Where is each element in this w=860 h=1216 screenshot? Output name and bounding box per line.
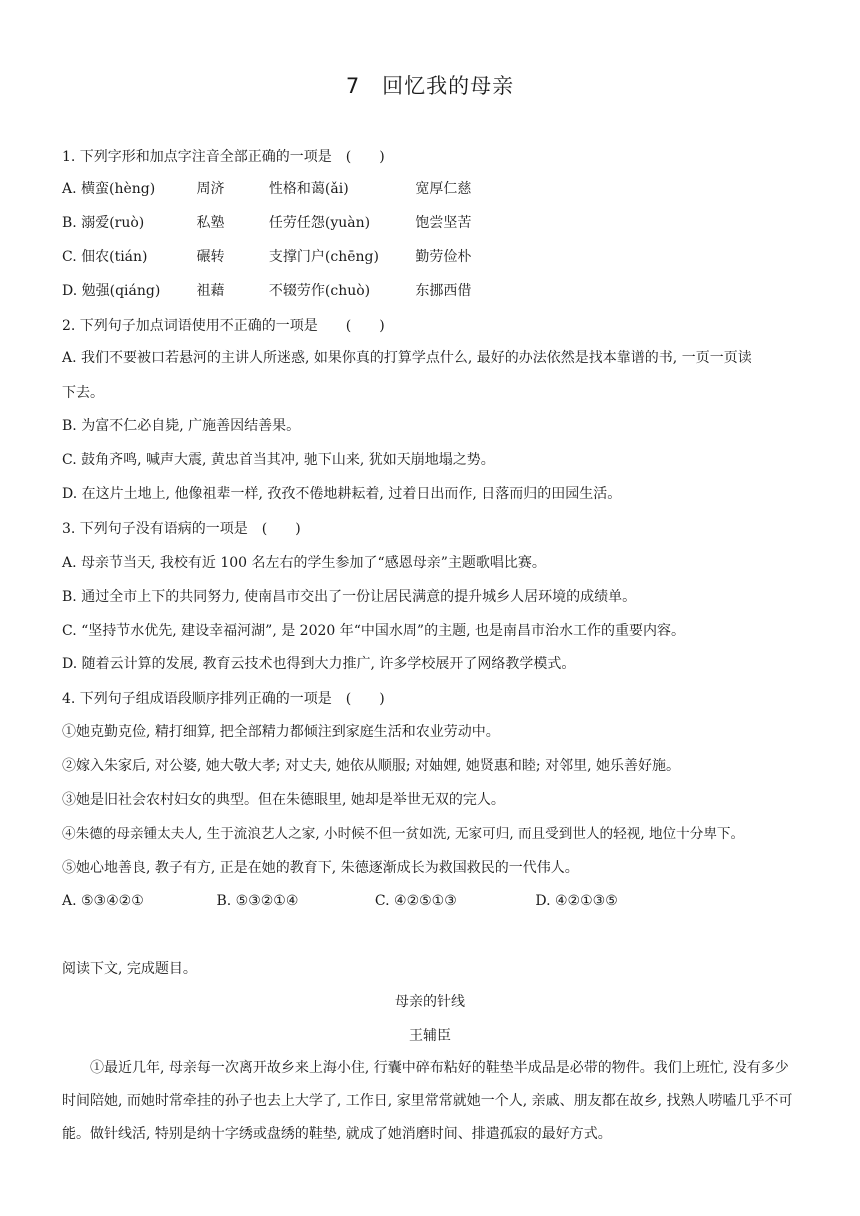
q1-d-col1: D. 勉强(qiáng) bbox=[62, 283, 161, 299]
q1-a-col1: A. 横蛮(hèng) bbox=[62, 181, 156, 197]
q4-sentence-1: ①她克勤克俭, 精打细算, 把全部精力都倾注到家庭生活和农业劳动中。 bbox=[62, 724, 500, 740]
q2-option-a: A. 我们不要被口若悬河的主讲人所迷惑, 如果你真的打算学点什么, 最好的办法依然是找本靠谱的书, 一页一页读 bbox=[62, 350, 752, 366]
q1-d-col3: 不辍劳作(chuò) bbox=[268, 283, 371, 299]
q1-c-col2: 碾转 bbox=[196, 249, 225, 265]
q4-choice-b: B. ⑤③②①④ bbox=[216, 893, 299, 909]
q4-sentence-3: ③她是旧社会农村妇女的典型。但在朱德眼里, 她却是举世无双的完人。 bbox=[62, 792, 505, 808]
q2-option-c: C. 鼓角齐鸣, 喊声大震, 黄忠首当其冲, 驰下山来, 犹如天崩地塌之势。 bbox=[62, 452, 495, 468]
q1-b-col4: 饱尝坚苦 bbox=[415, 215, 472, 231]
q2-option-d: D. 在这片土地上, 他像祖辈一样, 孜孜不倦地耕耘着, 过着日出而作, 日落而归的田园生活。 bbox=[62, 486, 622, 502]
reading-intro: 阅读下文, 完成题目。 bbox=[62, 961, 197, 977]
q4-choice-c: C. ④②⑤①③ bbox=[374, 893, 457, 909]
q1-c-col3: 支撑门户(chēng) bbox=[268, 249, 379, 265]
q1-a-col4: 宽厚仁慈 bbox=[415, 181, 472, 197]
q4-sentence-5: ⑤她心地善良, 教子有方, 正是在她的教育下, 朱德逐渐成长为救国救民的一代伟人。 bbox=[62, 860, 579, 876]
q1-a-col3: 性格和蔼(ǎi) bbox=[268, 181, 349, 197]
q4-choices bbox=[62, 891, 618, 911]
page-title: 7 回忆我的母亲 bbox=[345, 74, 515, 98]
reading-paragraph-1: ①最近几年, 母亲每一次离开故乡来上海小住, 行囊中碎布粘好的鞋垫半成品是必带的物件。我们上班忙, 没有多少时间陪她, 而她时常牵挂的孙子也去上大学了, 工作日, 家里常常就她一个人, 亲戚、朋友都在故乡, 找熟人唠嗑几乎不可能。做针线活, 特别是纳十字绣或盘绣的鞋垫, 就成了她消磨时间、排遣孤寂的最好方式。 bbox=[62, 1060, 793, 1142]
q1-c-col4: 勤劳俭朴 bbox=[415, 249, 472, 265]
question-4-stem: 4. 下列句子组成语段顺序排列正确的一项是 ( ) bbox=[62, 691, 385, 707]
question-1-stem: 1. 下列字形和加点字注音全部正确的一项是 ( ) bbox=[62, 149, 385, 165]
q3-option-a: A. 母亲节当天, 我校有近 100 名左右的学生参加了“感恩母亲”主题歌唱比赛。 bbox=[62, 555, 546, 571]
q1-option-c bbox=[62, 247, 471, 267]
q1-b-col1: B. 溺爱(ruò) bbox=[62, 215, 145, 231]
q1-b-col2: 私塾 bbox=[196, 215, 225, 231]
q3-option-b: B. 通过全市上下的共同努力, 使南昌市交出了一份让居民满意的提升城乡人居环境的成绩单。 bbox=[62, 589, 637, 605]
q4-choice-a: A. ⑤③④②① bbox=[62, 893, 144, 909]
reading-author: 王辅臣 bbox=[409, 1028, 451, 1044]
q1-d-col4: 东挪西借 bbox=[415, 283, 472, 299]
question-3-stem: 3. 下列句子没有语病的一项是 ( ) bbox=[62, 521, 301, 537]
q1-d-col2: 祖藉 bbox=[196, 283, 225, 299]
q3-option-d: D. 随着云计算的发展, 教育云技术也得到大力推广, 许多学校展开了网络教学模式。 bbox=[62, 656, 576, 672]
q1-a-col2: 周济 bbox=[196, 181, 225, 197]
q2-option-b: B. 为富不仁必自毙, 广施善因结善果。 bbox=[62, 418, 301, 434]
q2-option-a-cont: 下去。 bbox=[62, 385, 104, 401]
q3-option-c: C. “坚持节水优先, 建设幸福河湖”, 是 2020 年“中国水周”的主题, 也是南昌市治水工作的重要内容。 bbox=[62, 623, 685, 639]
q4-sentence-4: ④朱德的母亲锺太夫人, 生于流浪艺人之家, 小时候不但一贫如洗, 无家可归, 而且受到世人的轻视, 地位十分卑下。 bbox=[62, 826, 745, 842]
q1-option-d bbox=[62, 281, 471, 301]
q1-option-a bbox=[62, 179, 471, 199]
question-2-stem: 2. 下列句子加点词语使用不正确的一项是 ( ) bbox=[62, 318, 385, 334]
q1-b-col3: 任劳任怨(yuàn) bbox=[268, 215, 371, 231]
q1-option-b bbox=[62, 213, 471, 233]
q1-c-col1: C. 佃农(tián) bbox=[62, 249, 148, 265]
reading-title: 母亲的针线 bbox=[395, 994, 465, 1010]
q4-sentence-2: ②嫁入朱家后, 对公婆, 她大敬大孝; 对丈夫, 她依从顺服; 对妯娌, 她贤惠和睦; 对邻里, 她乐善好施。 bbox=[62, 758, 681, 774]
q4-choice-d: D. ④②①③⑤ bbox=[535, 893, 618, 909]
